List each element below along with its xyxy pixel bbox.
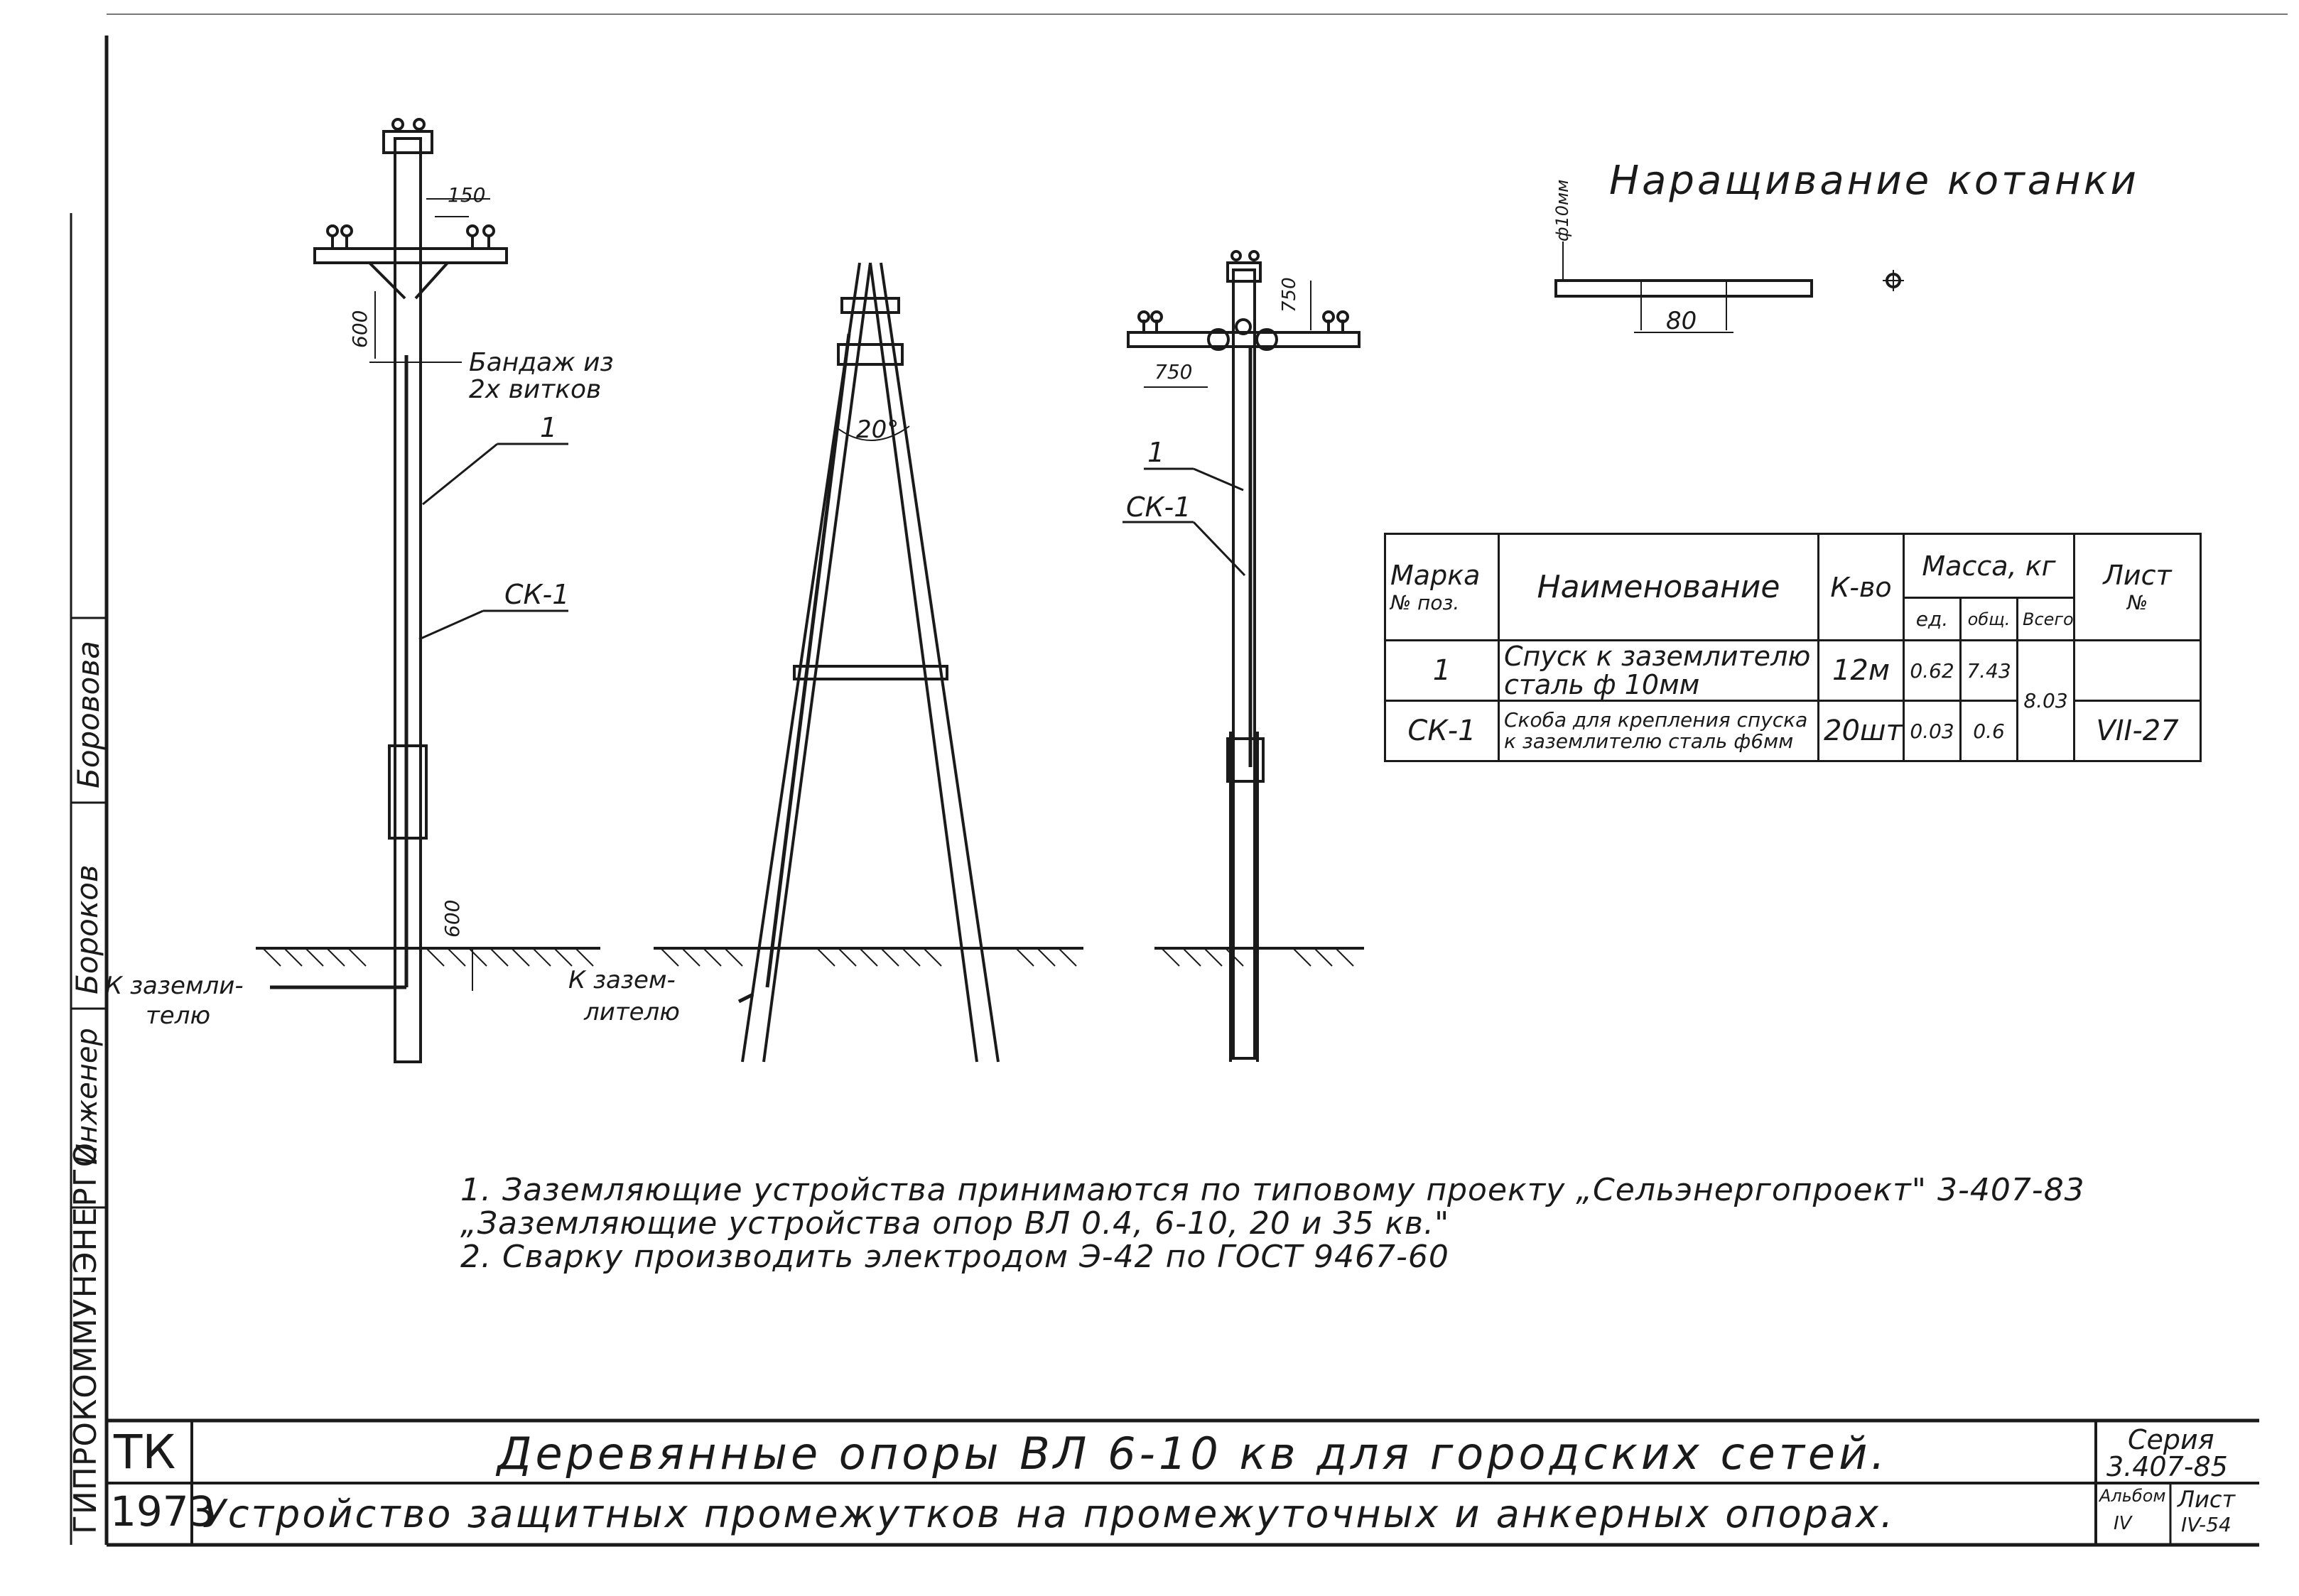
dim-600-ground: 600 — [440, 899, 464, 938]
row-mark: 1 — [1385, 641, 1499, 701]
extension-title: Наращивание котанки — [1609, 158, 2139, 204]
header-mass-unit: ед. — [1904, 598, 1961, 641]
row-name: Спуск к заземлителю сталь ф 10мм — [1499, 641, 1819, 701]
label-bandage: Бандаж из — [469, 348, 614, 377]
label-sk1-right: СК-1 — [1126, 492, 1191, 523]
header-mark: Марка № поз. — [1385, 534, 1499, 641]
header-qty: К-во — [1819, 534, 1904, 641]
dim-150: 150 — [448, 183, 486, 207]
series-label: Серия — [2128, 1424, 2214, 1455]
label-bandage-2: 2х витков — [469, 375, 602, 404]
label-to-ground-mid-2: лителю — [584, 998, 680, 1026]
dim-20-degrees: 20° — [856, 416, 899, 444]
series-value: 3.407-85 — [2106, 1451, 2228, 1482]
row-mark: СК-1 — [1385, 701, 1499, 761]
note-1-cont: „Заземляющие устройства опор ВЛ 0.4, 6-10, 20 и 35 кв." — [460, 1205, 1450, 1242]
title-block-code: ТК — [114, 1425, 176, 1480]
row-total-mass: 0.6 — [1961, 701, 2018, 761]
title-block-title-2: Устройство защитных промежутков на промежуточных и анкерных опорах. — [202, 1492, 1895, 1536]
header-mass-all: Всего — [2018, 598, 2074, 641]
dim-750-horizontal: 750 — [1154, 360, 1193, 384]
row-total-mass: 7.43 — [1961, 641, 2018, 701]
title-block-year: 1973 — [110, 1487, 215, 1536]
row-unit-mass: 0.62 — [1904, 641, 1961, 701]
label-sk1-left: СК-1 — [504, 579, 570, 610]
row-qty: 20шт — [1819, 701, 1904, 761]
stamp-signature: Бороков — [70, 864, 104, 994]
label-to-ground-left-1: К заземли- — [105, 972, 244, 1000]
grand-total: 8.03 — [2018, 641, 2074, 761]
extension-detail — [1556, 241, 1904, 332]
sheet-label: Лист — [2178, 1486, 2236, 1513]
note-1: 1. Заземляющие устройства принимаются по типовому проекту „Сельэнергопроект" 3-407-83 — [460, 1172, 2085, 1208]
stamp-org: ГИПРОКОММУНЭНЕРГО — [67, 1141, 104, 1534]
label-position-1-right: 1 — [1147, 437, 1165, 468]
header-mass-total: общ. — [1961, 598, 2018, 641]
row-sheet: VII-27 — [2074, 701, 2201, 761]
sheet-value: IV-54 — [2181, 1513, 2232, 1536]
header-mass: Масса, кг — [1904, 534, 2074, 598]
title-block-title-1: Деревянные опоры ВЛ 6-10 кв для городских сетей. — [497, 1428, 1889, 1480]
header-sheet: Лист № — [2074, 534, 2201, 641]
dim-80: 80 — [1666, 307, 1697, 335]
table-row — [1385, 641, 2201, 701]
dim-750-vertical: 750 — [1279, 277, 1300, 313]
album-label: Альбом — [2099, 1486, 2166, 1506]
album-value: IV — [2114, 1513, 2132, 1534]
table-row — [1385, 701, 2201, 761]
dim-600-top: 600 — [348, 310, 372, 348]
row-qty: 12м — [1819, 641, 1904, 701]
label-position-1-left: 1 — [540, 412, 558, 443]
label-to-ground-mid-1: К зазем- — [568, 966, 676, 994]
pole-2-a-frame — [739, 263, 998, 1062]
row-sheet — [2074, 641, 2201, 701]
note-2: 2. Сварку производить электродом Э-42 по ГОСТ 9467-60 — [460, 1239, 1449, 1275]
dim-d10: ф10мм — [1552, 179, 1572, 241]
row-name: Скоба для крепления спуска к заземлителю сталь ф6мм — [1499, 701, 1819, 761]
row-unit-mass: 0.03 — [1904, 701, 1961, 761]
label-to-ground-left-2: телю — [146, 1001, 211, 1030]
stamp-role: Инженер — [71, 1028, 104, 1165]
stamp-name: Боровова — [71, 641, 106, 788]
header-name: Наименование — [1499, 534, 1819, 641]
specification-table — [1384, 533, 2202, 762]
